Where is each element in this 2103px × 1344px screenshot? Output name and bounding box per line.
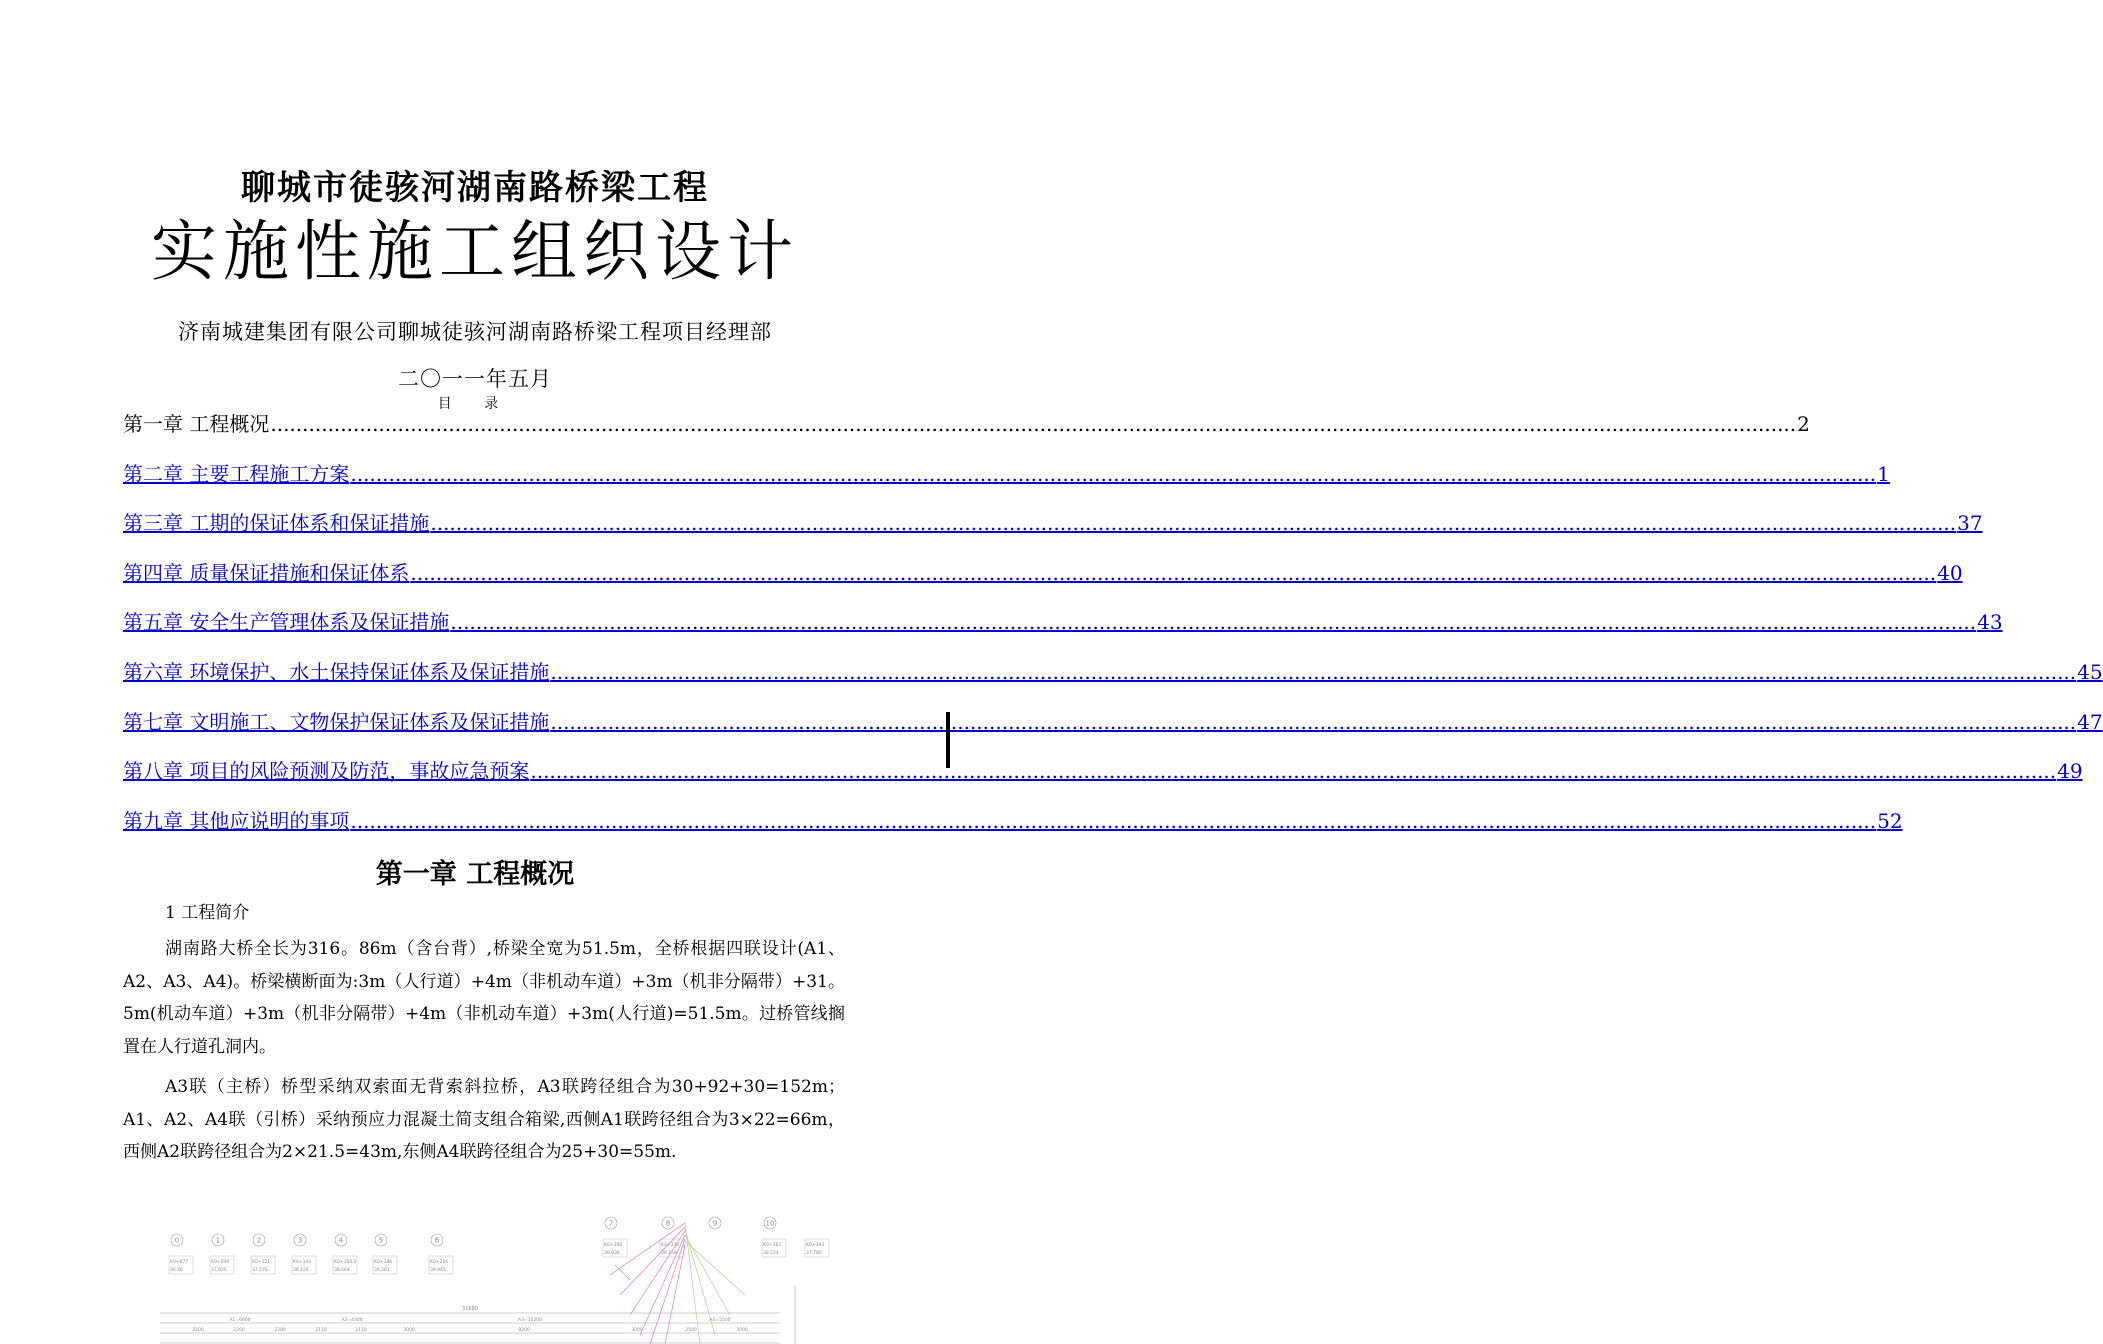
dimension-label: 3000 [736,1328,748,1333]
toc-leader [350,462,1876,486]
toc-item-page: 37 [1957,511,1983,536]
dimension-label: 2200 [274,1328,286,1333]
toc-item-6[interactable] [123,656,2103,706]
dimension-label: 2150 [315,1328,327,1333]
dimension-label: 3000 [631,1328,643,1333]
pier-markers [169,1217,829,1274]
toc-item-page: 47 [2077,709,2103,734]
toc-item-5[interactable] [123,606,2003,656]
station-label: K0+099 [211,1260,230,1265]
station-label: K0+363 [763,1243,782,1248]
pier-number: 3 [297,1236,303,1245]
toc-item-page: 52 [1877,808,1903,833]
table-of-contents [123,408,2103,854]
elevation-label: 39.159 [661,1251,677,1256]
elevation-label: 38.664 [334,1268,350,1273]
toc-heading: 目 录 [437,396,513,412]
span-labels [229,1317,730,1323]
toc-item-page: 45 [2077,659,2103,684]
toc-leader [550,660,2076,684]
toc-item-page: 43 [1977,610,2003,635]
total-length-label: 31680 [462,1306,478,1312]
dimension-label: 2500 [685,1328,697,1333]
elevation-label: 37.576 [252,1268,268,1273]
toc-item-label: 第二章 主要工程施工方案 [123,461,350,486]
margin-bar [946,712,950,768]
document-title: 实施性施工组织设计 [151,213,799,290]
paragraph: A3联（主桥）桥型采纳双索面无背索斜拉桥，A3联跨径组合为30+92+30=152m；A1、A2、A4联（引桥）采纳预应力混凝土简支组合箱梁,西侧A1联跨径组合为3×22=66m，西侧A2联跨径组合为2×21.5=43m,东侧A4联跨径组合为25+30=55m. [123,1077,845,1162]
station-label: K0+143 [293,1260,312,1265]
station-label: K0+308 [604,1243,623,1248]
paragraph: 湖南路大桥全长为316。86m（含台背）,桥梁全宽为51.5m，全桥根据四联设计(A1、A2、A3、A4)。桥梁横断面为:3m（人行道）+4m（非机动车道）+3m（机非分隔带）+31。5m(机动车道）+3m（机非分隔带）+4m（非机动车道）+3m(人行道)=51.5m。过桥管线搁置在人行道孔洞内。 [123,939,845,1057]
pier-number: 9 [712,1219,718,1228]
elevation-label: 37.780 [806,1251,822,1256]
toc-item-1[interactable] [123,408,1810,458]
cable-stays [610,1223,685,1344]
station-label: K0+338 [661,1243,680,1248]
toc-leader [530,759,2056,783]
dimension-label: 2200 [192,1328,204,1333]
span-label: A1=6600 [229,1318,251,1323]
pier-number: 5 [378,1236,384,1245]
pier-number: 2 [256,1236,262,1245]
elevation-label: 37.026 [211,1268,227,1273]
station-label: K0+216 [430,1260,449,1265]
toc-item-label: 第一章 工程概况 [123,412,270,436]
organization: 济南城建集团有限公司聊城徒骇河湖南路桥梁工程项目经理部 [178,320,772,344]
station-label: K0+393 [806,1243,825,1248]
elevation-label: 39.945 [430,1268,446,1273]
toc-item-label: 第七章 文明施工、文物保护保证体系及保证措施 [123,709,550,734]
dimension-label: 3000 [403,1328,415,1333]
station-label: K0+077 [170,1260,189,1265]
section-heading: 1 工程简介 [165,903,250,923]
dimension-label: 2200 [233,1328,245,1333]
span-label: A2=4300 [341,1318,363,1323]
station-label: K0+121 [252,1260,271,1265]
toc-leader [350,809,1876,833]
toc-item-2[interactable] [123,458,1890,508]
toc-item-page: 1 [1877,461,1890,486]
toc-item-label: 第五章 安全生产管理体系及保证措施 [123,610,450,635]
pier-number: 4 [338,1236,344,1245]
chapter-title: 第一章 工程概况 [375,859,575,890]
toc-item-label: 第三章 工期的保证体系和保证措施 [123,511,430,536]
cable-stays-right [685,1223,745,1344]
elevation-label: 39.936 [604,1251,620,1256]
toc-item-label: 第六章 环境保护、水土保持保证体系及保证措施 [123,659,550,684]
elevation-label: 38.534 [763,1251,779,1256]
dimension-label: 9200 [518,1328,530,1333]
toc-item-7[interactable] [123,706,2103,756]
toc-item-label: 第八章 项目的风险预测及防范，事故应急预案 [123,759,530,784]
toc-leader [550,710,2076,734]
toc-item-page: 49 [2057,759,2083,784]
toc-item-page: 2 [1797,412,1810,436]
toc-item-label: 第四章 质量保证措施和保证体系 [123,560,410,585]
toc-leader [410,561,1936,585]
station-label: K0+164.5 [334,1260,357,1265]
pier-number: 8 [665,1219,671,1228]
dimension-label: 2150 [355,1328,367,1333]
span-label: A3=15200 [517,1318,543,1323]
toc-leader [450,610,1976,634]
station-label: K0+186 [374,1260,393,1265]
pier-number: 6 [434,1236,440,1245]
pier-number: 10 [765,1219,775,1228]
dimension-labels [192,1327,748,1333]
project-title: 聊城市徒骇河湖南路桥梁工程 [241,168,709,208]
document-date: 二〇一一年五月 [398,367,552,391]
toc-item-4[interactable] [123,557,1963,607]
span-label: A4=5500 [709,1318,731,1323]
toc-leader [270,412,1796,436]
elevation-label: 36.48 [170,1268,183,1273]
toc-item-3[interactable] [123,507,1983,557]
bridge-elevation-drawing [140,1205,825,1344]
deck-lines [160,1265,795,1344]
toc-item-8[interactable] [123,755,2083,805]
toc-item-9[interactable] [123,805,1903,855]
elevation-label: 38.126 [293,1268,309,1273]
elevation-label: 39.201 [374,1268,390,1273]
pier-number: 0 [174,1236,180,1245]
pier-number: 1 [215,1236,221,1245]
toc-leader [430,511,1956,535]
pier-number: 7 [608,1219,614,1228]
toc-item-page: 40 [1937,560,1963,585]
toc-item-label: 第九章 其他应说明的事项 [123,808,350,833]
